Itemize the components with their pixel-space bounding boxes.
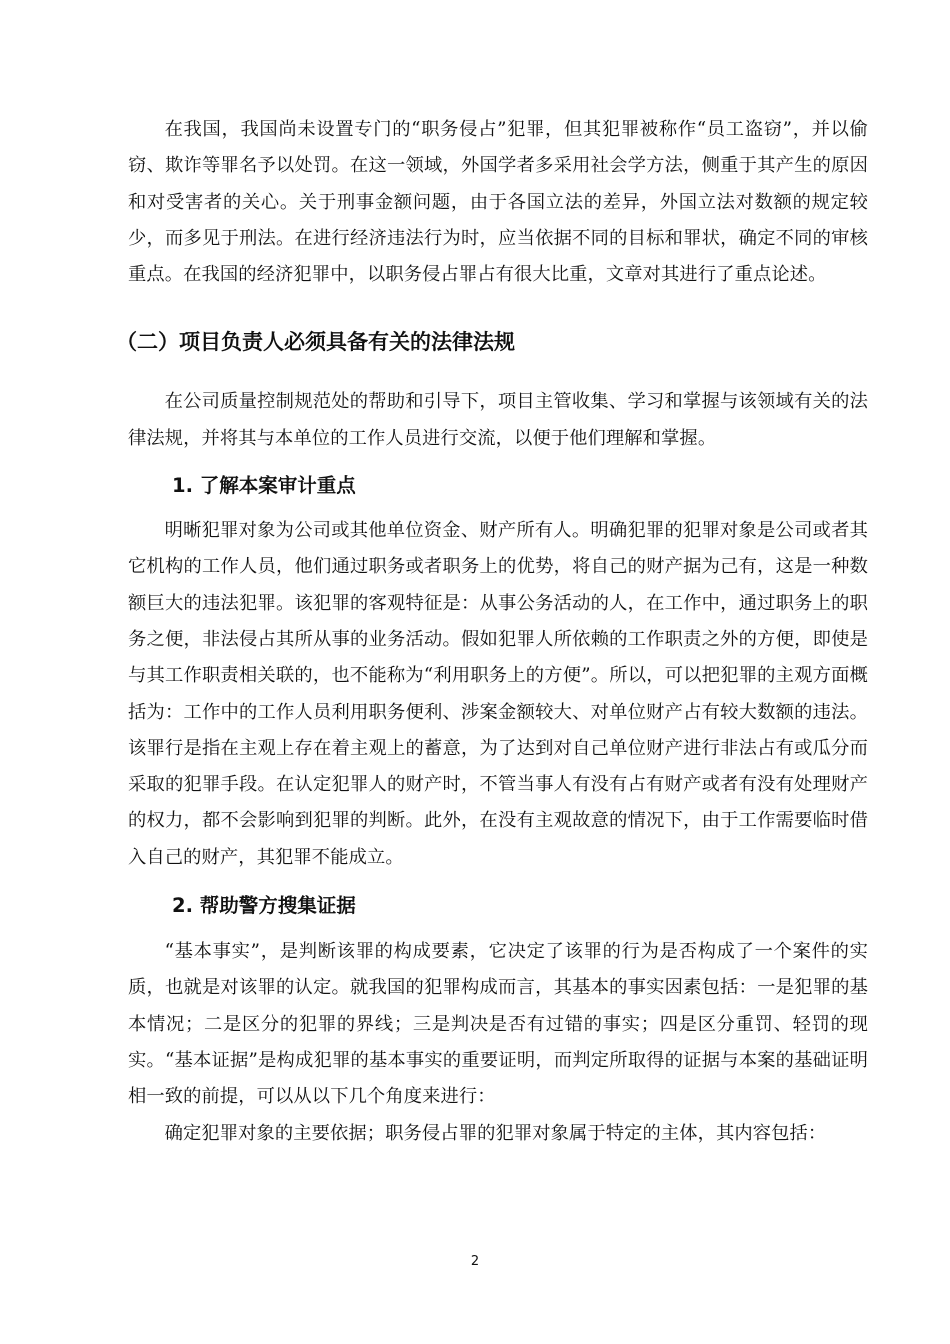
sub-heading: 1. 了解本案审计重点 <box>172 474 356 498</box>
body-paragraph: 在公司质量控制规范处的帮助和引导下，项目主管收集、学习和掌握与该领域有关的法律法规，并将其与本单位的工作人员进行交流，以便于他们理解和掌握。 <box>128 391 868 449</box>
section-heading: （二）项目负责人必须具备有关的法律法规 <box>116 330 515 355</box>
body-paragraph: “基本事实”，是判断该罪的构成要素，它决定了该罪的行为是否构成了一个案件的实质，也就是对该罪的认定。就我国的犯罪构成而言，其基本的事实因素包括：一是犯罪的基本情况；二是区分的犯罪的界线；三是判决是否有过错的事实；四是区分重罚、轻罚的现实。“基本证据”是构成犯罪的基本事实的重要证明，而判定所取得的证据与本案的基础证明相一致的前提，可以从以下几个角度来进行： <box>128 941 868 1108</box>
page-number: 2 <box>470 1254 480 1269</box>
body-paragraph: 确定犯罪对象的主要依据；职务侵占罪的犯罪对象属于特定的主体，其内容包括： <box>164 1122 827 1144</box>
body-paragraph: 在我国，我国尚未设置专门的“职务侵占”犯罪，但其犯罪被称作“员工盗窃”，并以偷窃、欺诈等罪名予以处罚。在这一领域，外国学者多采用社会学方法，侧重于其产生的原因和对受害者的关心。关于刑事金额问题，由于各国立法的差异，外国立法对数额的规定较少，而多见于刑法。在进行经济违法行为时，应当依据不同的目标和罪状，确定不同的审核重点。在我国的经济犯罪中，以职务侵占罪占有很大比重，文章对其进行了重点论述。 <box>128 119 868 286</box>
body-paragraph: 明晰犯罪对象为公司或其他单位资金、财产所有人。明确犯罪的犯罪对象是公司或者其它机构的工作人员，他们通过职务或者职务上的优势，将自己的财产据为己有，这是一种数额巨大的违法犯罪。该犯罪的客观特征是：从事公务活动的人，在工作中，通过职务上的职务之便，非法侵占其所从事的业务活动。假如犯罪人所依赖的工作职责之外的方便，即使是与其工作职责相关联的，也不能称为“利用职务上的方便”。所以，可以把犯罪的主观方面概括为：工作中的工作人员利用职务便利、涉案金额较大、对单位财产占有较大数额的违法。该罪行是指在主观上存在着主观上的蓄意，为了达到对自己单位财产进行非法占有或瓜分而采取的犯罪手段。在认定犯罪人的财产时，不管当事人有没有占有财产或者有没有处理财产的权力，都不会影响到犯罪的判断。此外，在没有主观故意的情况下，由于工作需要临时借入自己的财产，其犯罪不能成立。 <box>128 520 868 868</box>
sub-heading: 2. 帮助警方搜集证据 <box>172 894 356 918</box>
page-body <box>116 112 868 1152</box>
